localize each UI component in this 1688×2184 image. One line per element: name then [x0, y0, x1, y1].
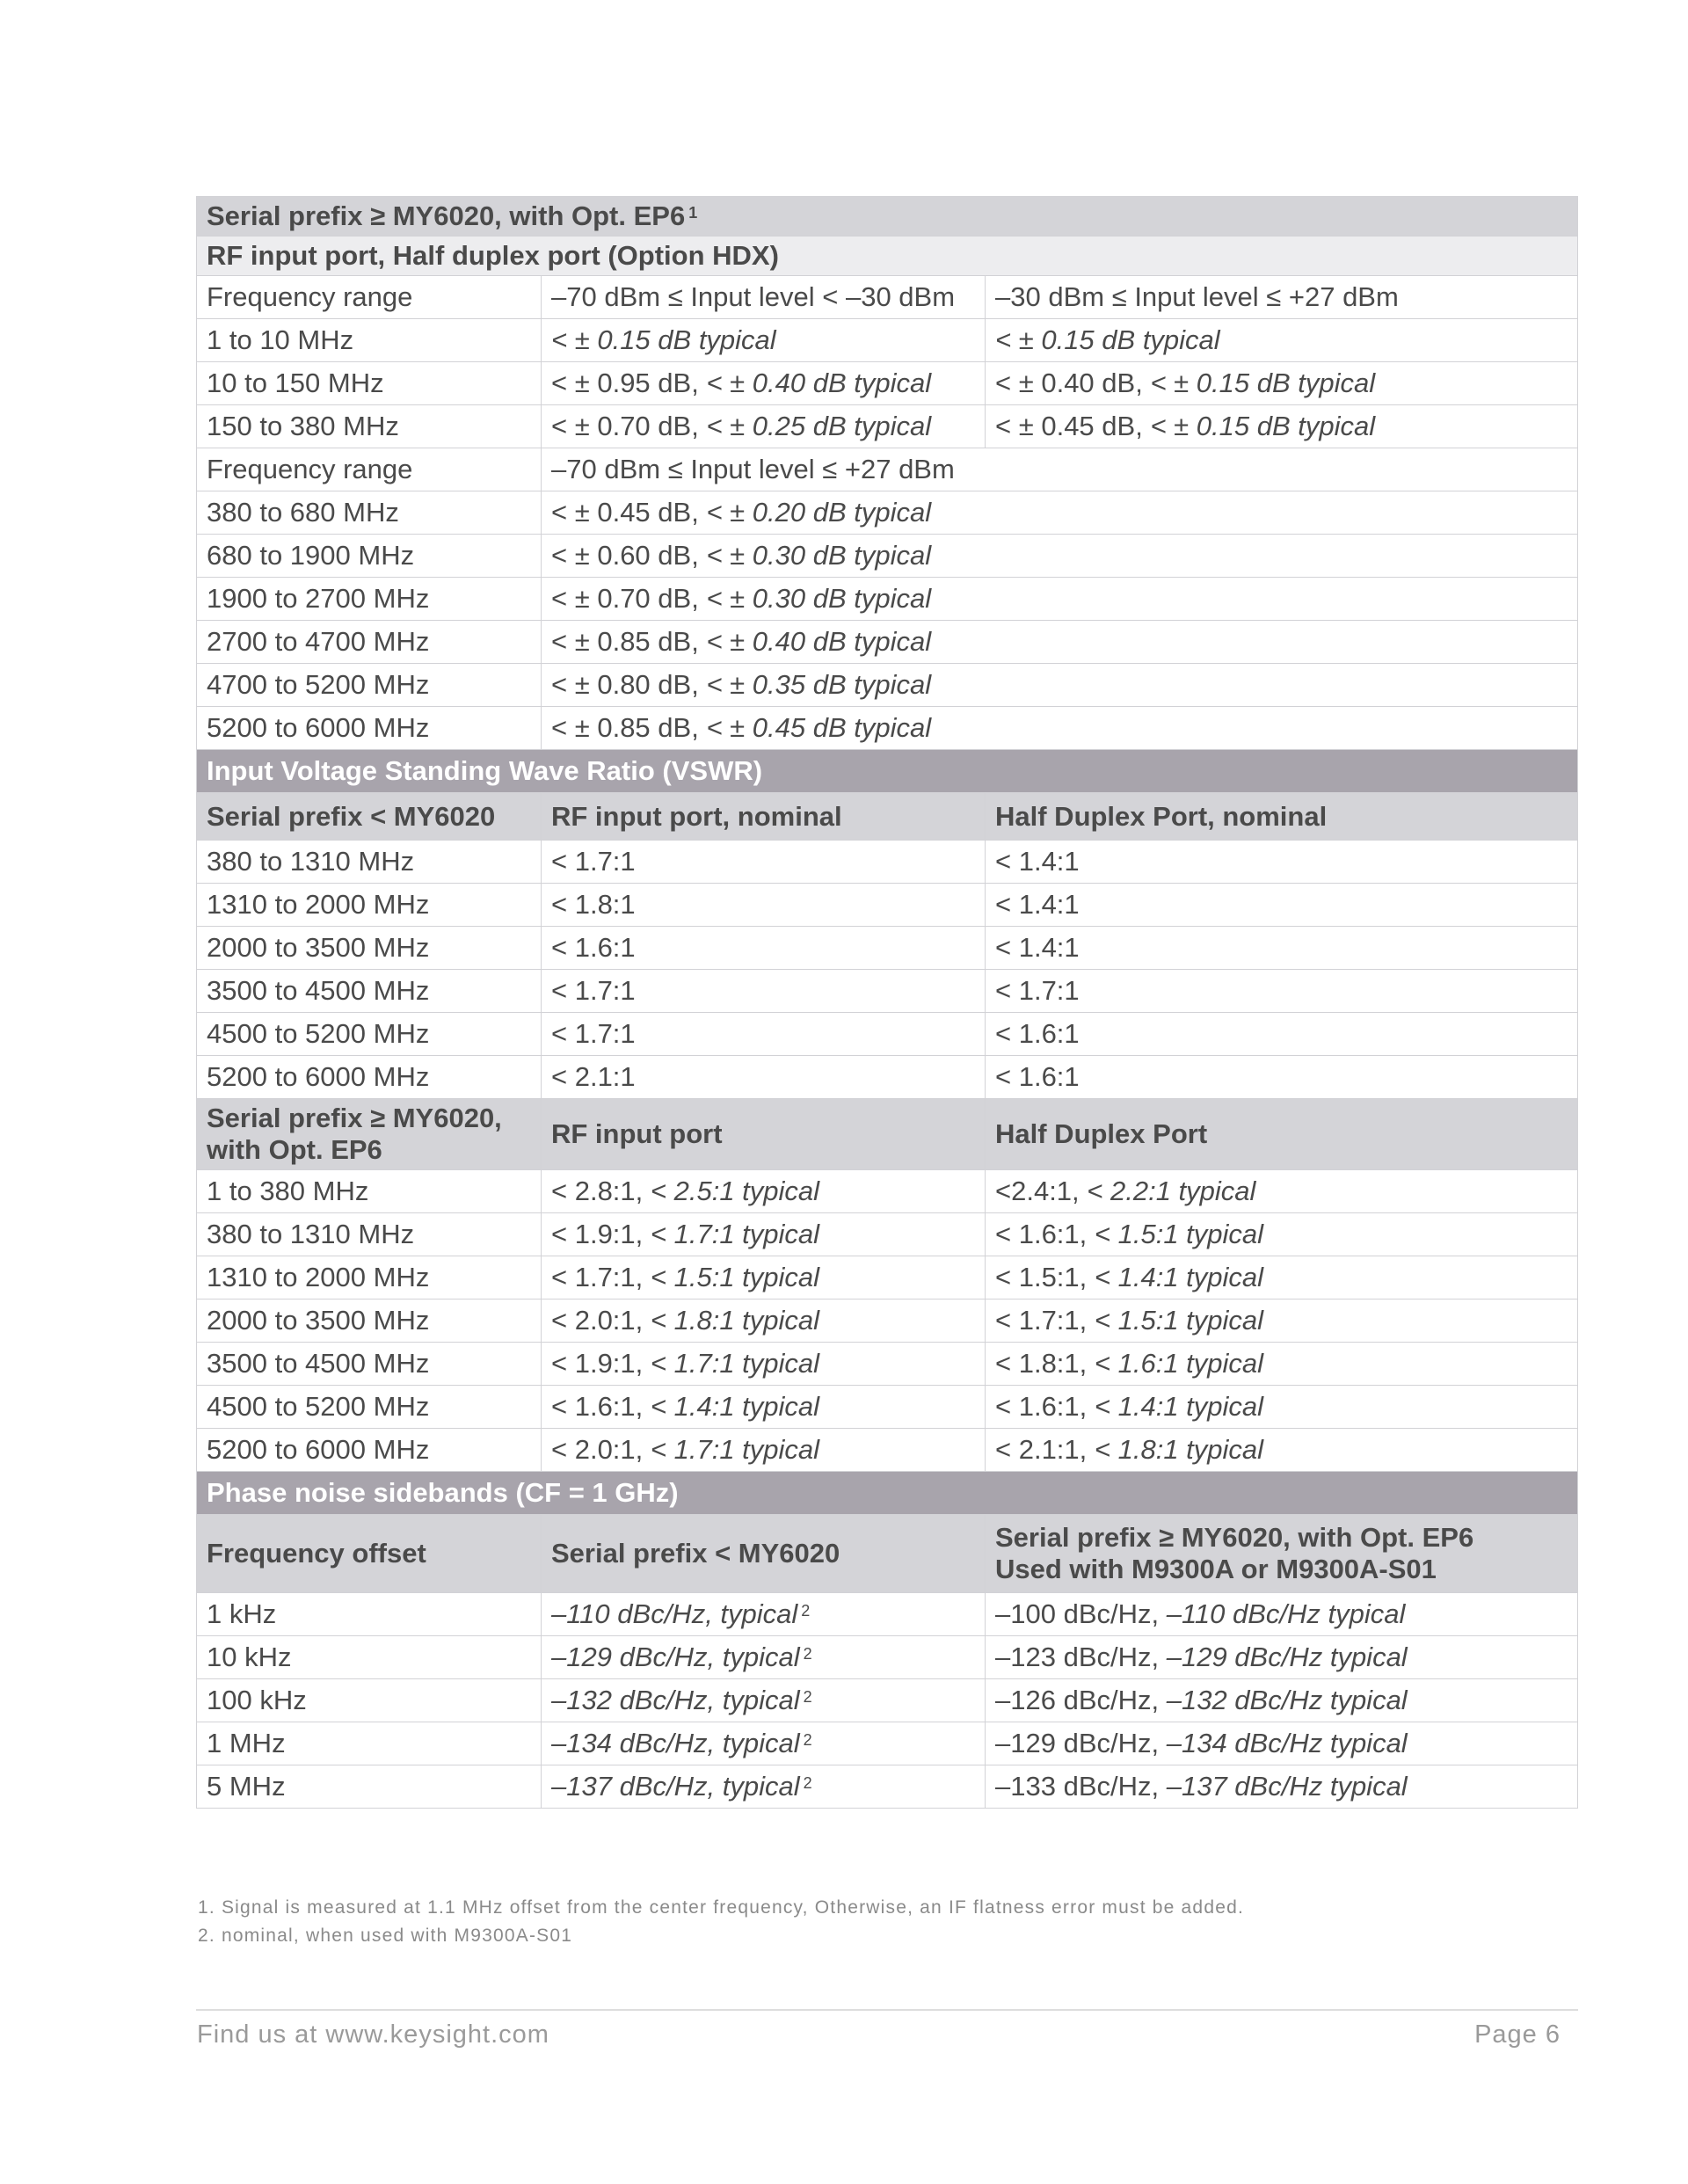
value-cell: < 1.6:1: [542, 927, 986, 970]
typical-value: < 1.5:1 typical: [650, 1262, 820, 1293]
footnote-1: 1. Signal is measured at 1.1 MHz offset from the center frequency, Otherwise, an IF flatness error must be added.: [198, 1897, 1244, 1918]
value-cell: [542, 535, 1578, 578]
table-row: [197, 1679, 1578, 1722]
spec-value: –126 dBc/Hz,: [995, 1685, 1167, 1716]
value-cell: [986, 1170, 1578, 1213]
table-row: [197, 1593, 1578, 1636]
value-cell: [542, 664, 1578, 707]
spec-value: –133 dBc/Hz,: [995, 1771, 1167, 1802]
typical-value: –134 dBc/Hz, typical: [551, 1728, 800, 1759]
freq-cell: 1 kHz: [197, 1593, 542, 1636]
spec-value: <2.4:1,: [995, 1176, 1088, 1207]
port-header: RF input port, Half duplex port (Option HDX): [197, 237, 1578, 276]
spec-value: < ± 0.70 dB,: [551, 583, 707, 615]
table-row: [197, 319, 1578, 362]
value-cell: [542, 578, 1578, 621]
range-low: –70 dBm ≤ Input level < –30 dBm: [542, 276, 986, 319]
vswr-title: Input Voltage Standing Wave Ratio (VSWR): [197, 750, 1578, 793]
typical-value: –129 dBc/Hz typical: [1166, 1642, 1408, 1673]
spec-value: < ± 0.45 dB,: [995, 411, 1151, 442]
spec-value: < 1.7:1,: [551, 1262, 651, 1293]
table-row: [197, 970, 1578, 1013]
table-row: [197, 362, 1578, 405]
value-cell: [542, 1593, 986, 1636]
freq-cell: 100 kHz: [197, 1679, 542, 1722]
page-number: Page 6: [1474, 2020, 1561, 2049]
table-row: [197, 1636, 1578, 1679]
typical-value: < 1.7:1 typical: [650, 1434, 820, 1466]
freq-cell: 5200 to 6000 MHz: [197, 1056, 542, 1099]
freq-cell: 1 MHz: [197, 1722, 542, 1765]
footnote-2: 2. nominal, when used with M9300A-S01: [198, 1926, 573, 1946]
spec-value: –100 dBc/Hz,: [995, 1598, 1167, 1630]
spec-value: < 2.8:1,: [551, 1176, 651, 1207]
table-row: [197, 841, 1578, 884]
typical-value: –110 dBc/Hz typical: [1166, 1598, 1406, 1630]
footnote-ref: 2: [803, 1731, 812, 1750]
spec-value: < 1.9:1,: [551, 1348, 651, 1380]
value-cell: [542, 1722, 986, 1765]
value-cell: < 1.6:1: [986, 1013, 1578, 1056]
value-cell: [542, 1765, 986, 1809]
typical-value: < 1.5:1 typical: [1094, 1305, 1264, 1336]
value-cell: [542, 491, 1578, 535]
footnotes: [198, 1894, 1244, 1950]
typical-value: < 1.7:1 typical: [650, 1219, 820, 1250]
typical-value: –134 dBc/Hz typical: [1166, 1728, 1408, 1759]
vswr-subheader-row: [197, 793, 1578, 841]
typical-value: < ± 0.45 dB typical: [706, 712, 932, 744]
freq-cell: 1900 to 2700 MHz: [197, 578, 542, 621]
value-cell: [542, 1386, 986, 1429]
typical-value: –137 dBc/Hz typical: [1166, 1771, 1408, 1802]
spec-value: < 2.1:1,: [995, 1434, 1095, 1466]
spec-value: –123 dBc/Hz,: [995, 1642, 1167, 1673]
freq-cell: 4500 to 5200 MHz: [197, 1386, 542, 1429]
table-row: [197, 1170, 1578, 1213]
value-cell: [986, 1299, 1578, 1343]
footnote-ref: 2: [801, 1602, 811, 1620]
freq-cell: 380 to 1310 MHz: [197, 1213, 542, 1256]
table-row: [197, 578, 1578, 621]
col-header-line: with Opt. EP6: [207, 1134, 382, 1165]
col-header: Frequency offset: [197, 1515, 542, 1593]
footnote-ref: 1: [688, 204, 698, 222]
table-row: [197, 1386, 1578, 1429]
spec-value: < 1.6:1,: [995, 1391, 1095, 1423]
value-cell: [542, 362, 986, 405]
typical-value: < ± 0.40 dB typical: [706, 368, 932, 399]
value-cell: [986, 1722, 1578, 1765]
typical-value: < ± 0.15 dB typical: [551, 324, 776, 356]
vswr-section-row: [197, 750, 1578, 793]
value-cell: [542, 1343, 986, 1386]
table-row: [197, 1765, 1578, 1809]
typical-value: < 1.4:1 typical: [1094, 1391, 1264, 1423]
typical-value: < ± 0.20 dB typical: [706, 497, 932, 528]
value-cell: [986, 1679, 1578, 1722]
typical-value: < 2.2:1 typical: [1087, 1176, 1256, 1207]
value-cell: [542, 1429, 986, 1472]
spec-value: < 2.0:1,: [551, 1305, 651, 1336]
spec-table: [196, 196, 1578, 1809]
value-cell: [542, 1213, 986, 1256]
value-cell: [986, 1765, 1578, 1809]
value-cell: [986, 1213, 1578, 1256]
freq-cell: 4700 to 5200 MHz: [197, 664, 542, 707]
range-value: –70 dBm ≤ Input level ≤ +27 dBm: [542, 448, 1578, 491]
freq-cell: 2000 to 3500 MHz: [197, 927, 542, 970]
spec-value: –129 dBc/Hz,: [995, 1728, 1167, 1759]
table-row: [197, 1299, 1578, 1343]
typical-value: < ± 0.30 dB typical: [706, 540, 932, 571]
spec-value: < ± 0.80 dB,: [551, 669, 707, 701]
spec-value: < ± 0.85 dB,: [551, 712, 707, 744]
spec-value: < ± 0.85 dB,: [551, 626, 707, 658]
spec-value: < 1.8:1,: [995, 1348, 1095, 1380]
value-cell: < 1.4:1: [986, 927, 1578, 970]
value-cell: < 1.8:1: [542, 884, 986, 927]
value-cell: < 1.7:1: [986, 970, 1578, 1013]
footer-website: Find us at www.keysight.com: [197, 2020, 549, 2049]
freq-cell: 2000 to 3500 MHz: [197, 1299, 542, 1343]
freq-cell: 380 to 680 MHz: [197, 491, 542, 535]
typical-value: < ± 0.35 dB typical: [706, 669, 932, 701]
typical-value: –110 dBc/Hz, typical: [551, 1598, 798, 1630]
phase-subheader-row: [197, 1515, 1578, 1593]
table-row: [197, 1013, 1578, 1056]
freq-cell: 1 to 10 MHz: [197, 319, 542, 362]
freq-cell: 1310 to 2000 MHz: [197, 1256, 542, 1299]
amplitude-header: Serial prefix ≥ MY6020, with Opt. EP6: [207, 200, 686, 232]
footer-divider: [196, 2009, 1578, 2011]
typical-value: –137 dBc/Hz, typical: [551, 1771, 800, 1802]
typical-value: < 2.5:1 typical: [650, 1176, 820, 1207]
value-cell: [542, 405, 986, 448]
typical-value: < 1.4:1 typical: [1094, 1262, 1264, 1293]
value-cell: [542, 1299, 986, 1343]
freq-cell: 1310 to 2000 MHz: [197, 884, 542, 927]
freq-cell: 380 to 1310 MHz: [197, 841, 542, 884]
footnote-ref: 2: [803, 1645, 812, 1663]
table-row: [197, 1722, 1578, 1765]
table-row: [197, 1056, 1578, 1099]
table-row: [197, 1213, 1578, 1256]
typical-value: < 1.8:1 typical: [650, 1305, 820, 1336]
value-cell: [542, 707, 1578, 750]
value-cell: [542, 1636, 986, 1679]
value-cell: [986, 1343, 1578, 1386]
spec-value: < ± 0.95 dB,: [551, 368, 707, 399]
table-row: [197, 491, 1578, 535]
col-header: [986, 1515, 1578, 1593]
typical-value: < ± 0.15 dB typical: [995, 324, 1220, 356]
value-cell: [542, 1256, 986, 1299]
freq-cell: 10 to 150 MHz: [197, 362, 542, 405]
typical-value: < 1.8:1 typical: [1094, 1434, 1264, 1466]
value-cell: [542, 621, 1578, 664]
range-label: Frequency range: [197, 276, 542, 319]
table-row: [197, 884, 1578, 927]
col-header-line: Serial prefix ≥ MY6020,: [207, 1103, 502, 1134]
table-row: [197, 707, 1578, 750]
col-header-line: Serial prefix ≥ MY6020, with Opt. EP6: [995, 1522, 1474, 1554]
footnote-ref: 2: [803, 1774, 812, 1793]
typical-value: < 1.6:1 typical: [1094, 1348, 1264, 1380]
value-cell: [986, 1636, 1578, 1679]
freq-cell: 10 kHz: [197, 1636, 542, 1679]
amplitude-header-row: [197, 197, 1578, 237]
range-high: –30 dBm ≤ Input level ≤ +27 dBm: [986, 276, 1578, 319]
typical-value: < ± 0.15 dB typical: [1150, 411, 1376, 442]
table-row: [197, 1429, 1578, 1472]
typical-value: –132 dBc/Hz, typical: [551, 1685, 800, 1716]
phase-title: Phase noise sidebands (CF = 1 GHz): [197, 1472, 1578, 1515]
freq-cell: 5200 to 6000 MHz: [197, 1429, 542, 1472]
spec-value: < 2.0:1,: [551, 1434, 651, 1466]
freq-cell: 3500 to 4500 MHz: [197, 970, 542, 1013]
spec-value: < ± 0.60 dB,: [551, 540, 707, 571]
footnote-ref: 2: [803, 1688, 812, 1707]
value-cell: [986, 1386, 1578, 1429]
col-header: Serial prefix < MY6020: [197, 793, 542, 841]
spec-value: < ± 0.45 dB,: [551, 497, 707, 528]
range-label: Frequency range: [197, 448, 542, 491]
table-row: [197, 1343, 1578, 1386]
value-cell: [986, 1256, 1578, 1299]
spec-value: < 1.5:1,: [995, 1262, 1095, 1293]
typical-value: < 1.5:1 typical: [1094, 1219, 1264, 1250]
table-row: [197, 405, 1578, 448]
spec-value: < 1.6:1,: [995, 1219, 1095, 1250]
freq-cell: 5 MHz: [197, 1765, 542, 1809]
port-header-row: [197, 237, 1578, 276]
spec-value: < 1.6:1,: [551, 1391, 651, 1423]
value-cell: [542, 319, 986, 362]
value-cell: [986, 319, 1578, 362]
typical-value: < ± 0.25 dB typical: [706, 411, 932, 442]
spec-value: < 1.9:1,: [551, 1219, 651, 1250]
typical-value: < ± 0.15 dB typical: [1150, 368, 1376, 399]
value-cell: [986, 1593, 1578, 1636]
col-header: Half Duplex Port, nominal: [986, 793, 1578, 841]
value-cell: < 1.7:1: [542, 841, 986, 884]
freq-cell: 3500 to 4500 MHz: [197, 1343, 542, 1386]
value-cell: < 1.7:1: [542, 1013, 986, 1056]
col-header: Serial prefix < MY6020: [542, 1515, 986, 1593]
spec-value: < ± 0.40 dB,: [995, 368, 1151, 399]
col-header: RF input port: [542, 1099, 986, 1170]
typical-value: –129 dBc/Hz, typical: [551, 1642, 800, 1673]
col-header: Half Duplex Port: [986, 1099, 1578, 1170]
freq-cell: 4500 to 5200 MHz: [197, 1013, 542, 1056]
typical-value: < 1.4:1 typical: [650, 1391, 820, 1423]
value-cell: < 1.7:1: [542, 970, 986, 1013]
table-row: [197, 664, 1578, 707]
table-row: [197, 621, 1578, 664]
value-cell: [986, 1429, 1578, 1472]
value-cell: [542, 1679, 986, 1722]
range-header-row-2: [197, 448, 1578, 491]
freq-cell: 5200 to 6000 MHz: [197, 707, 542, 750]
spec-value: < ± 0.70 dB,: [551, 411, 707, 442]
freq-cell: 680 to 1900 MHz: [197, 535, 542, 578]
typical-value: < 1.7:1 typical: [650, 1348, 820, 1380]
col-header: [197, 1099, 542, 1170]
value-cell: < 2.1:1: [542, 1056, 986, 1099]
value-cell: [986, 405, 1578, 448]
table-row: [197, 535, 1578, 578]
freq-cell: 2700 to 4700 MHz: [197, 621, 542, 664]
typical-value: < ± 0.30 dB typical: [706, 583, 932, 615]
value-cell: < 1.4:1: [986, 884, 1578, 927]
spec-value: < 1.7:1,: [995, 1305, 1095, 1336]
typical-value: –132 dBc/Hz typical: [1166, 1685, 1408, 1716]
table-row: [197, 927, 1578, 970]
freq-cell: 1 to 380 MHz: [197, 1170, 542, 1213]
value-cell: < 1.6:1: [986, 1056, 1578, 1099]
freq-cell: 150 to 380 MHz: [197, 405, 542, 448]
phase-section-row: [197, 1472, 1578, 1515]
table-row: [197, 1256, 1578, 1299]
vswr-subheader-row-2: [197, 1099, 1578, 1170]
col-header-line: Used with M9300A or M9300A-S01: [995, 1554, 1437, 1584]
col-header: RF input port, nominal: [542, 793, 986, 841]
typical-value: < ± 0.40 dB typical: [706, 626, 932, 658]
value-cell: [542, 1170, 986, 1213]
value-cell: < 1.4:1: [986, 841, 1578, 884]
range-header-row: [197, 276, 1578, 319]
value-cell: [986, 362, 1578, 405]
